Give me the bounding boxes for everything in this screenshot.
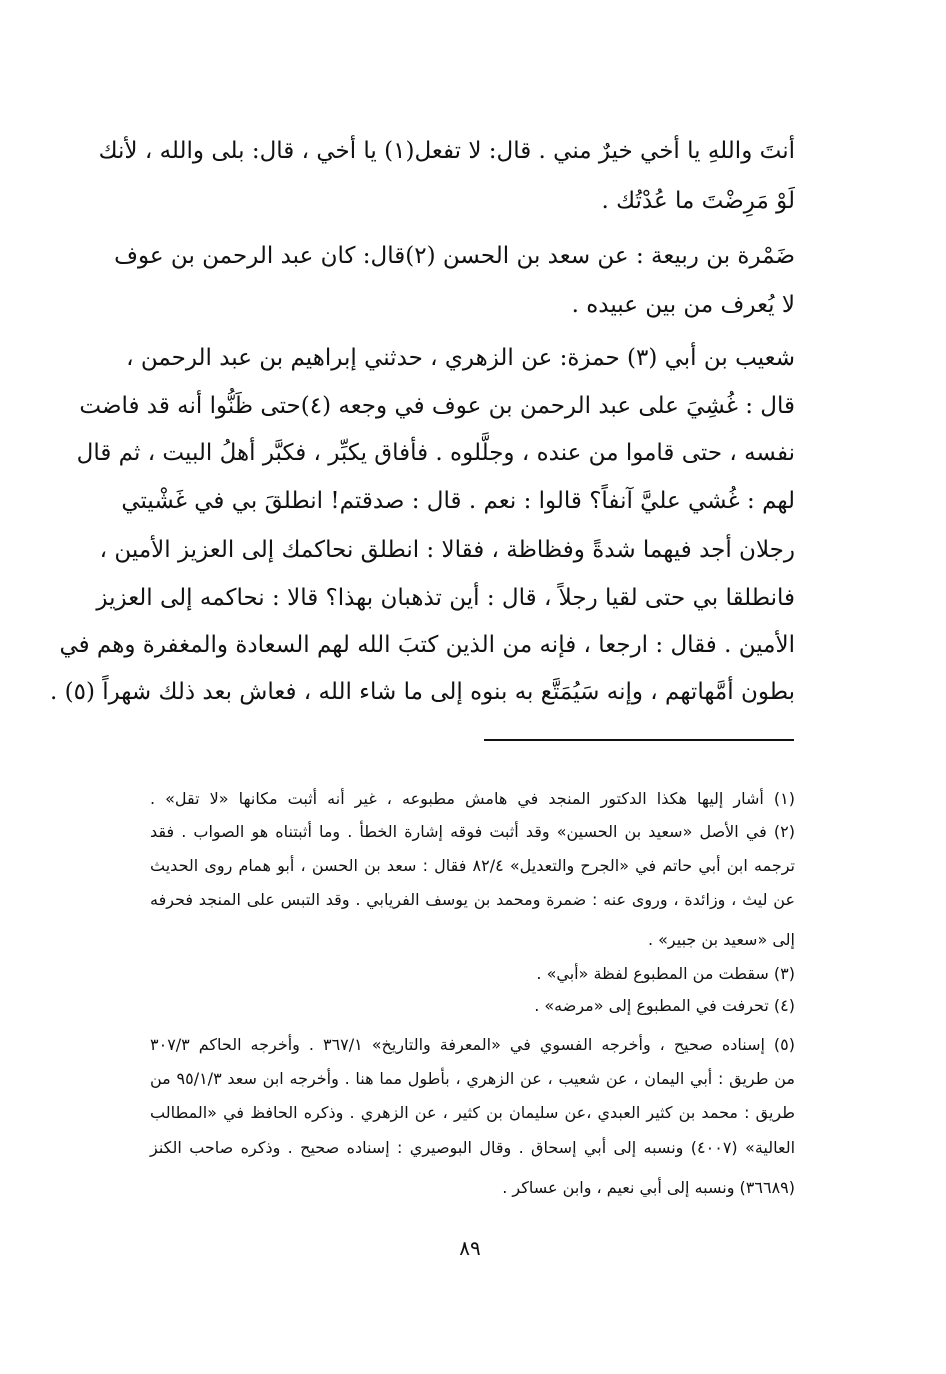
footnote-line-11: العالية» (٤٠٠٧) ونسبه إلى أبي إسحاق . وقال البوصيري : إسناده صحيح . وذكره صاحب الكنز xyxy=(150,1138,796,1157)
body-line-5: شعيب بن أبي (٣) حمزة: عن الزهري ، حدثني إبراهيم بن عبد الرحمن ، xyxy=(126,345,795,371)
body-line-11: الأمين . فقال : ارجعا ، فإنه من الذين كتبَ الله لهم السعادة والمغفرة وهم في xyxy=(59,632,795,658)
body-line-12: بطون أمَّهاتهم ، وإنه سَيُمَتَّع به بنوه إلى ما شاء الله ، فعاش بعد ذلك شهراً (٥) . xyxy=(49,679,795,705)
footnote-line-5: إلى «سعيد بن جبير» . xyxy=(647,930,795,949)
footnote-line-3: ترجمه ابن أبي حاتم في «الجرح والتعديل» ٨٢/٤ فقال : سعد بن الحسن ، أبو همام روى الحديث xyxy=(150,856,795,875)
footnote-line-2: (٢) في الأصل «سعيد بن الحسين» وقد أثبت فوقه إشارة الخطأ . وما أثبتناه هو الصواب . فقد xyxy=(150,822,795,841)
footnote-line-12: (٣٦٦٨٩) ونسبه إلى أبي نعيم ، وابن عساكر . xyxy=(502,1178,795,1197)
body-line-9: رجلان أجد فيهما شدةً وفظاظة ، فقالا : انطلق نحاكمك إلى العزيز الأمين ، xyxy=(99,537,795,563)
body-line-1: أنتَ واللهِ يا أخي خيرٌ مني . قال: لا تفعل(١) يا أخي ، قال: بلى والله ، لأنك xyxy=(98,138,795,164)
footnote-line-6: (٣) سقطت من المطبوع لفظة «أبي» . xyxy=(536,964,795,983)
body-line-8: لهم : غُشي عليَّ آنفاً؟ قالوا : نعم . قال : صدقتم! انطلقَ بي في غَشْيتي xyxy=(121,488,795,514)
body-line-2: لَوْ مَرِضْتَ ما عُدْتُك . xyxy=(601,188,795,214)
footnote-line-7: (٤) تحرفت في المطبوع إلى «مرضه» . xyxy=(534,996,795,1015)
footnote-line-4: عن ليث ، وزائدة ، وروى عنه : ضمرة ومحمد بن يوسف الفريابي . وقد التبس على المنجد فحرفه xyxy=(150,890,795,909)
body-line-3: ضَمْرة بن ربيعة : عن سعد بن الحسن (٢)قال: كان عبد الرحمن بن عوف xyxy=(114,243,795,269)
footnote-separator xyxy=(484,739,794,741)
footnote-line-8: (٥) إسناده صحيح ، وأخرجه الفسوي في «المعرفة والتاريخ» ٣٦٧/١ . وأخرجه الحاكم ٣٠٧/٣ xyxy=(150,1035,796,1054)
footnote-line-1: (١) أشار إليها هكذا الدكتور المنجد في هامش مطبوعه ، غير أنه أثبت مكانها «لا تقل» . xyxy=(150,789,795,808)
body-line-7: نفسه ، حتى قاموا من عنده ، وجلَّلوه . فأفاق يكبِّر ، فكبَّر أهلُ البيت ، ثم قال xyxy=(76,440,795,466)
body-line-6: قال : غُشِيَ على عبد الرحمن بن عوف في وجعه (٤)حتى ظَنُّوا أنه قد فاضت xyxy=(79,393,795,419)
footnote-line-10: طريق : محمد بن كثير العبدي ،عن سليمان بن كثير ، عن الزهري . وذكره الحافظ في «المطالب xyxy=(150,1103,795,1122)
page-number: ٨٩ xyxy=(459,1236,481,1260)
body-line-10: فانطلقا بي حتى لقيا رجلاً ، قال : أين تذهبان بهذا؟ قالا : نحاكمه إلى العزيز xyxy=(96,585,795,611)
footnote-line-9: من طريق : أبي اليمان ، عن شعيب ، عن الزهري ، بأطول مما هنا . وأخرجه ابن سعد ٩٥/١/٣ من xyxy=(150,1069,795,1088)
body-line-4: لا يُعرف من بين عبيده . xyxy=(571,292,795,318)
